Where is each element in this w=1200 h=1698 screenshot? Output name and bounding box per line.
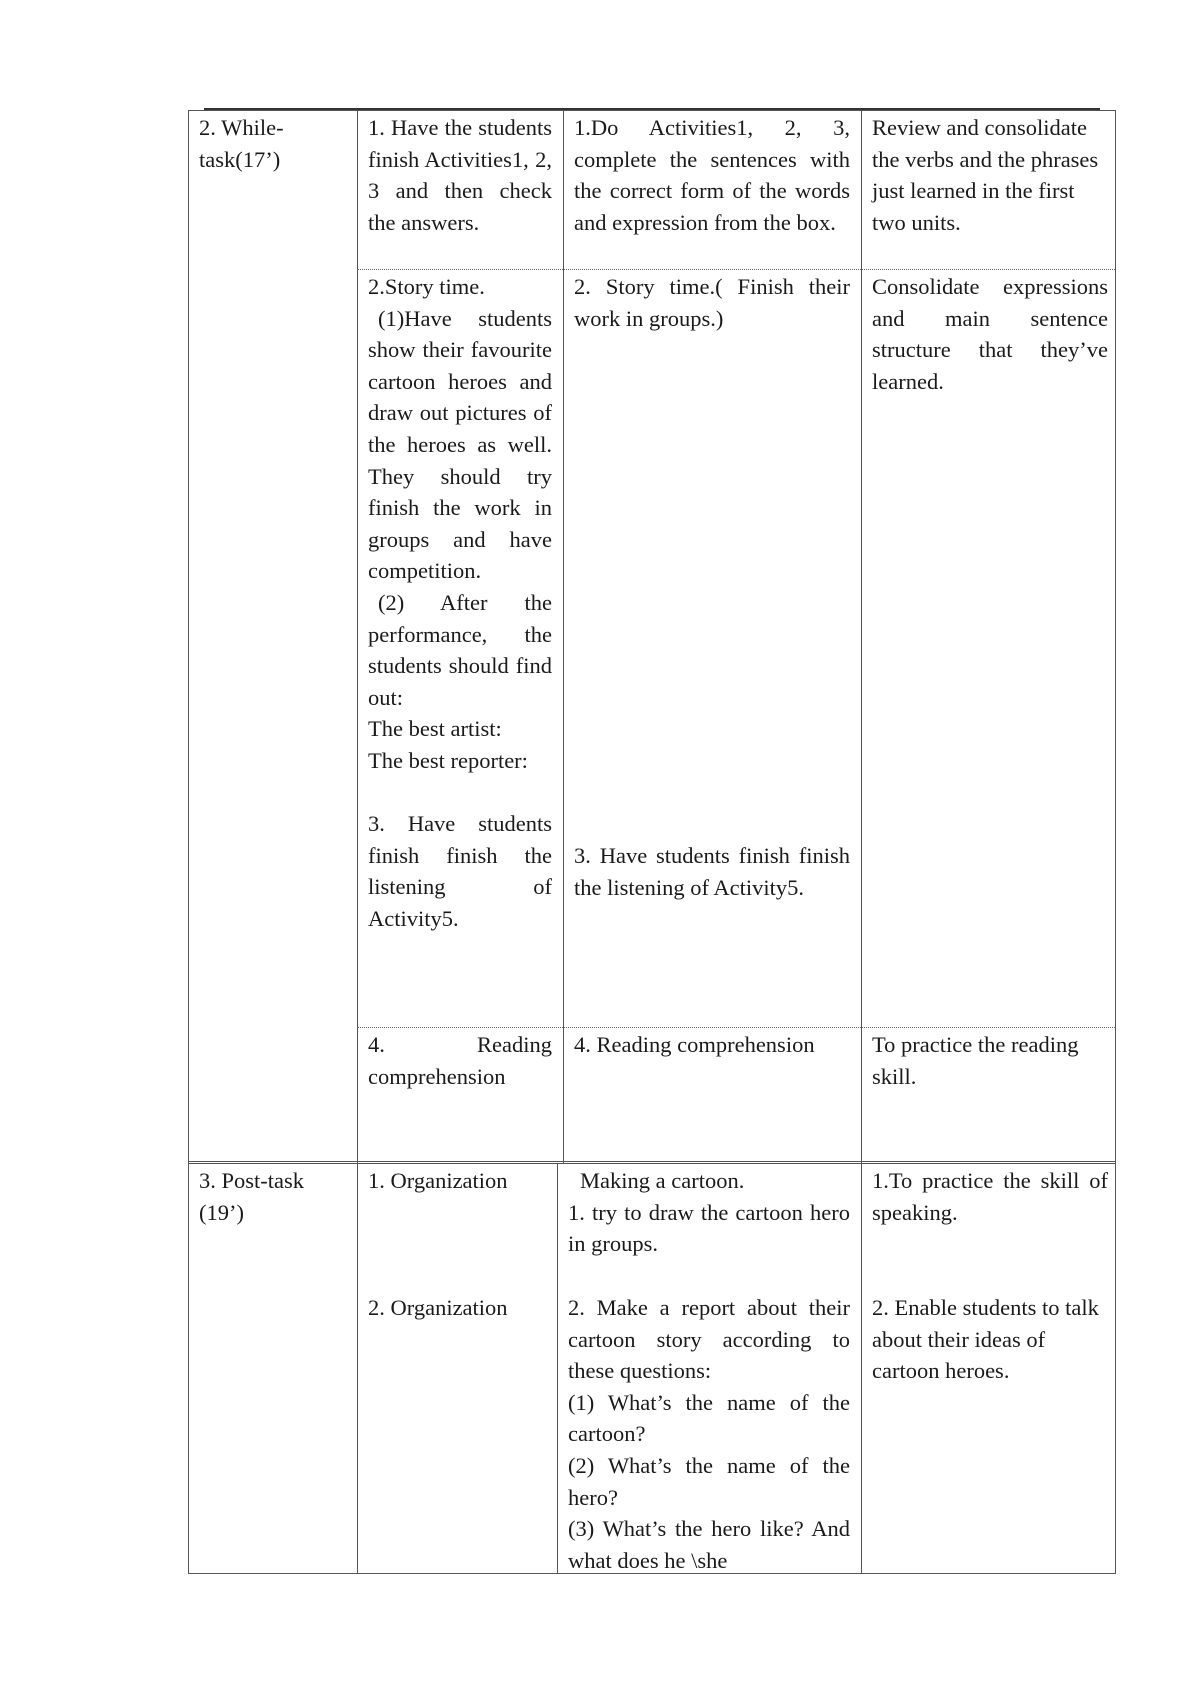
purpose-cell [872, 1029, 1108, 1092]
stage-cell-while-task [199, 112, 349, 175]
row-divider [188, 1163, 1115, 1164]
step-paragraph: (2) After the performance, the students should find out: [368, 589, 552, 710]
purpose-cell [872, 112, 1108, 238]
activity-cell [574, 1029, 850, 1061]
step-paragraph: (1)Have students show their favourite cartoon heroes and draw out pictures of the heroes as well. They should try finish the work in groups and have competition. [368, 305, 552, 584]
step-cell [368, 271, 552, 934]
activity-cell [568, 1292, 850, 1576]
table-border-right [1115, 110, 1116, 1574]
step-title: 2.Story time. [368, 274, 485, 299]
column-divider [557, 1163, 558, 1574]
activity-text: 2. Make a report about their cartoon story according to these questions: [568, 1295, 850, 1384]
step-text: 1. Organization [368, 1168, 508, 1193]
activity-text: 1. try to draw the cartoon hero in groups. [568, 1199, 850, 1257]
purpose-text: 2. Enable students to talk about their ideas of cartoon heroes. [872, 1295, 1099, 1384]
activity-title: Making a cartoon. [580, 1168, 745, 1193]
purpose-text: Consolidate expressions and main sentence structure that they’ve learned. [872, 274, 1108, 394]
step-line: The best reporter: [368, 747, 528, 773]
table-border-top [188, 110, 1115, 111]
stage-cell-post-task [199, 1165, 349, 1228]
purpose-text: Review and consolidate the verbs and the phrases just learned in the first two units. [872, 115, 1099, 235]
step-text: 4. Reading comprehension [368, 1032, 552, 1089]
row-divider [188, 1161, 1115, 1162]
step-cell [368, 1165, 552, 1197]
stage-label: 2. While-task(17’) [199, 115, 284, 172]
step-line: The best artist: [368, 716, 502, 742]
activity-text: 3. Have students finish finish the listening of Activity5. [574, 843, 850, 900]
purpose-text: 1.To practice the skill of speaking. [872, 1168, 1108, 1225]
activity-text: 2. Story time.( Finish their work in groups.) [574, 274, 850, 331]
row-divider [357, 1027, 1115, 1028]
row-divider [357, 269, 1115, 270]
step-text: 3. Have students finish finish the listening of Activity5. [368, 811, 552, 931]
activity-cell [568, 1165, 850, 1260]
step-cell [368, 1292, 552, 1324]
step-cell [368, 112, 552, 238]
step-text: 2. Organization [368, 1295, 508, 1320]
activity-cell [574, 112, 850, 238]
activity-cell [574, 271, 850, 334]
stage-label: 3. Post-task (19’) [199, 1168, 305, 1225]
purpose-text: To practice the reading skill. [872, 1032, 1079, 1089]
step-text: 1. Have the students finish Activities1, 2, 3 and then check the answers. [368, 115, 552, 235]
purpose-cell [872, 271, 1108, 397]
activity-text: 1.Do Activities1, 2, 3, complete the sentences with the correct form of the words and expression from the box. [574, 115, 850, 235]
question-item: (3) What’s the hero like? And what does he \she [568, 1516, 850, 1573]
question-item: (1) What’s the name of the cartoon? [568, 1389, 850, 1447]
activity-cell [574, 840, 850, 903]
activity-text: 4. Reading comprehension [574, 1032, 815, 1057]
column-divider [861, 110, 862, 1574]
purpose-cell [872, 1292, 1108, 1387]
table-border-left [188, 110, 189, 1574]
column-divider [357, 110, 358, 1574]
column-divider [563, 110, 564, 1163]
purpose-cell [872, 1165, 1108, 1228]
step-cell [368, 1029, 552, 1092]
question-item: (2) What’s the name of the hero? [568, 1452, 850, 1510]
